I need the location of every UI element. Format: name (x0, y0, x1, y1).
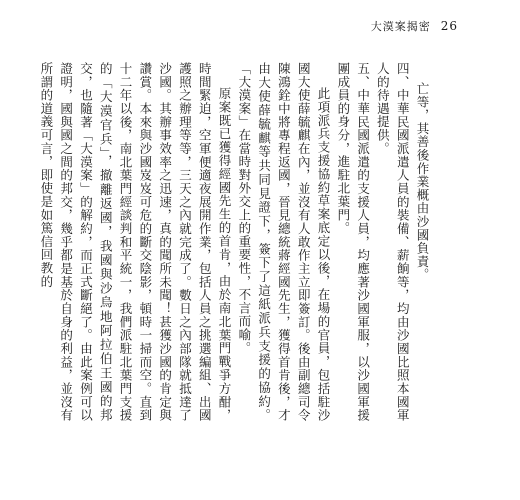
vertical-text-block (38, 62, 432, 422)
paragraph-continuation: 亡等，其善後作業概由沙國負責。 (415, 82, 430, 282)
list-item-5: 五、中華民國派遣的支援人員，均應著沙國軍服，以沙國軍援團成員的身分，進駐北葉門。 (335, 62, 371, 422)
book-title: 大漠案揭密 (370, 20, 431, 33)
body-paragraph-2: 原案既已獲得經國先生的首肯，由於南北葉門戰爭方酣，時間緊迫，空軍便適夜展開作業，包括人員之挑選編組、出國護照之辦理等等，三天之內就完成了。數日之內部隊就抵達了沙國。其辦事效率之迅速，真的聞所未聞！甚獲沙國的肯定與讚賞。本來與沙國岌岌可危的斷交陰影，頓時一掃而空。直到十二年以後，南北葉門經談判和平統一，我們派駐北葉門支援的「大漠官兵」，撤離返國，我國與沙烏地阿拉伯王國的邦交，也隨著「大漠案」的解約，而正式斷絕了。由此案例可以證明，國與國之間的邦交，幾乎都是基於自身的利益，並沒有所謂的道義可言，即使是如篤信回教的 (38, 62, 233, 422)
running-header (371, 18, 458, 34)
list-item-4: 四、中華民國派遣人員的裝備、薪餉等，均由沙國比照本國軍人的待遇提供。 (375, 62, 411, 422)
body-paragraph-1: 此項派兵支援協約草案底定以後，在場的官員，包括駐沙國大使薛毓麒在內，並沒有人敢作主立即簽訂。後由副總司令陳鴻銓中將專程返國，晉見總統蔣經國先生，獲得首肯後，才由大使薛毓麒等共同見證下，簽下了這紙派兵支援的協約。「大漠案」在當時對外交上的重要性，不言而喻。 (236, 62, 332, 422)
page-number: 26 (440, 19, 458, 33)
